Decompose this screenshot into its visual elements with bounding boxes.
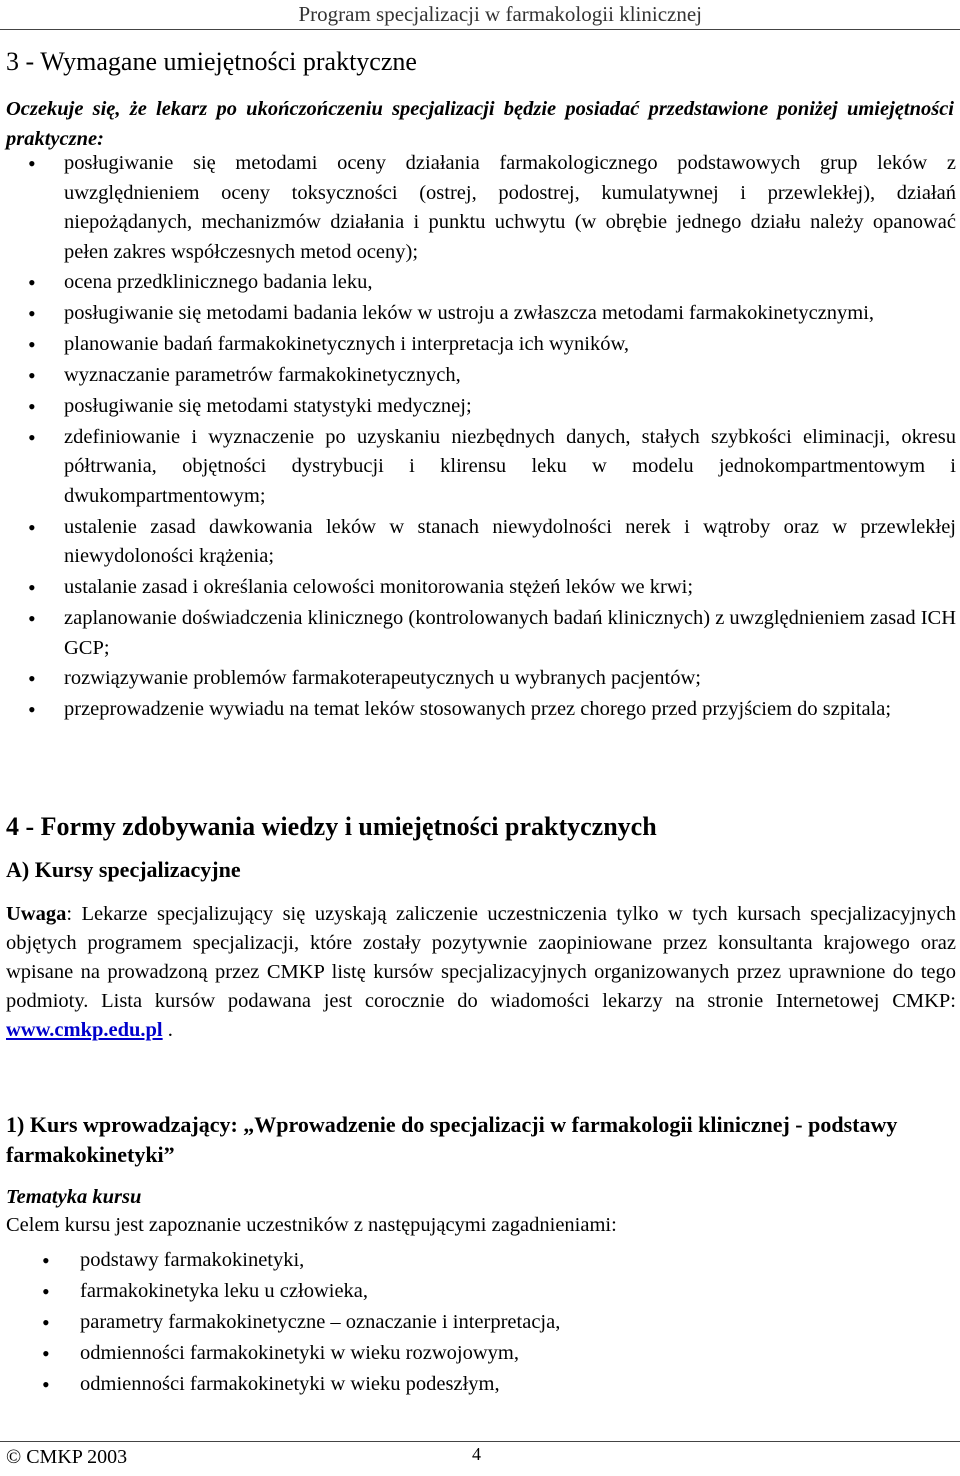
list-item: • parametry farmakokinetyczne – oznaczanie i interpretacja, bbox=[6, 1307, 560, 1338]
note-text: : Lekarze specjalizujący się uzyskają zaliczenie uczestniczenia tylko w tych kursach specjalizacyjnych objętych programem specjalizacji, które zostały pozytywnie zaopiniowane przez konsultanta krajowego oraz wpisane na prowadzoną przez CMKP listę kursów specjalizacyjnych organizowanych przez uprawnione do tego podmioty. Lista kursów podawana jest corocznie do wiadomości lekarzy na stronie Internetowej CMKP: bbox=[6, 903, 956, 1012]
course-goal: Celem kursu jest zapoznanie uczestników z następującymi zagadnieniami: bbox=[6, 1214, 617, 1236]
list-item: • farmakokinetyka leku u człowieka, bbox=[6, 1276, 560, 1307]
section-4-heading: 4 - Formy zdobywania wiedzy i umiejętności praktycznych bbox=[6, 812, 657, 841]
course-topics-heading: Tematyka kursu bbox=[6, 1186, 142, 1208]
list-item: • podstawy farmakokinetyki, bbox=[6, 1245, 560, 1276]
course-title: 1) Kurs wprowadzający: „Wprowadzenie do specjalizacji w farmakologii klinicznej - podstawy farmakokinetyki” bbox=[6, 1112, 898, 1167]
section-3-intro: Oczekuje się, że lekarz po ukończończeniu specjalizacji będzie posiadać przedstawione poniżej umiejętności praktyczne: bbox=[6, 98, 954, 150]
running-header: Program specjalizacji w farmakologii klinicznej bbox=[298, 2, 702, 30]
list-item: • przeprowadzenie wywiadu na temat leków stosowanych przez chorego przed przyjściem do szpitala; bbox=[6, 695, 956, 725]
list-item: • ustalenie zasad dawkowania leków w stanach niewydolności nerek i wątroby oraz w przewlekłej niewydoloności krążenia; bbox=[6, 513, 956, 572]
list-item: • zdefiniowanie i wyznaczenie po uzyskaniu niezbędnych danych, stałych szybkości eliminacji, okresu półtrwania, objętności dystrybucji i klirensu leku w modelu jednokompartmentowym i dwukompartmentowym; bbox=[6, 423, 956, 512]
list-item: • ocena przedklinicznego badania leku, bbox=[6, 268, 956, 298]
note-label: Uwaga bbox=[6, 903, 67, 925]
header-rule bbox=[0, 29, 960, 30]
list-item: • posługiwanie się metodami statystyki medycznej; bbox=[6, 392, 956, 422]
note-end: . bbox=[162, 1019, 173, 1041]
topics-list bbox=[6, 1245, 560, 1400]
subsection-a-heading: A) Kursy specjalizacyjne bbox=[6, 857, 241, 882]
note-paragraph bbox=[6, 900, 956, 1045]
section-3-heading: 3 - Wymagane umiejętności praktyczne bbox=[6, 47, 417, 76]
cmkp-link[interactable]: www.cmkp.edu.pl bbox=[6, 1019, 163, 1041]
list-item: • odmienności farmakokinetyki w wieku podeszłym, bbox=[6, 1369, 560, 1400]
list-item: • zaplanowanie doświadczenia klinicznego (kontrolowanych badań klinicznych) z uwzględnieniem zasad ICH GCP; bbox=[6, 604, 956, 663]
list-item: • ustalanie zasad i określania celowości monitorowania stężeń leków we krwi; bbox=[6, 573, 956, 603]
list-item: • posługiwanie się metodami oceny działania farmakologicznego podstawowych grup leków z uwzględnieniem oceny toksyczności (ostrej, podostrej, kumulatywnej i przewlekłej), działań niepożądanych, mechanizmów działania i punktu uchwytu (w obrębie jednego działu należy opanować pełen zakres współczesnych metod oceny); bbox=[6, 149, 956, 267]
list-item: • posługiwanie się metodami badania leków w ustroju a zwłaszcza metodami farmakokinetycznymi, bbox=[6, 299, 956, 329]
list-item: • odmienności farmakokinetyki w wieku rozwojowym, bbox=[6, 1338, 560, 1369]
list-item: • planowanie badań farmakokinetycznych i interpretacja ich wyników, bbox=[6, 330, 956, 360]
list-item: • wyznaczanie parametrów farmakokinetycznych, bbox=[6, 361, 956, 391]
skills-list bbox=[6, 149, 956, 726]
list-item: • rozwiązywanie problemów farmakoterapeutycznych u wybranych pacjentów; bbox=[6, 664, 956, 694]
footer-copyright: © CMKP 2003 bbox=[6, 1446, 128, 1468]
footer-rule bbox=[0, 1441, 960, 1442]
page-number: 4 bbox=[472, 1444, 481, 1464]
